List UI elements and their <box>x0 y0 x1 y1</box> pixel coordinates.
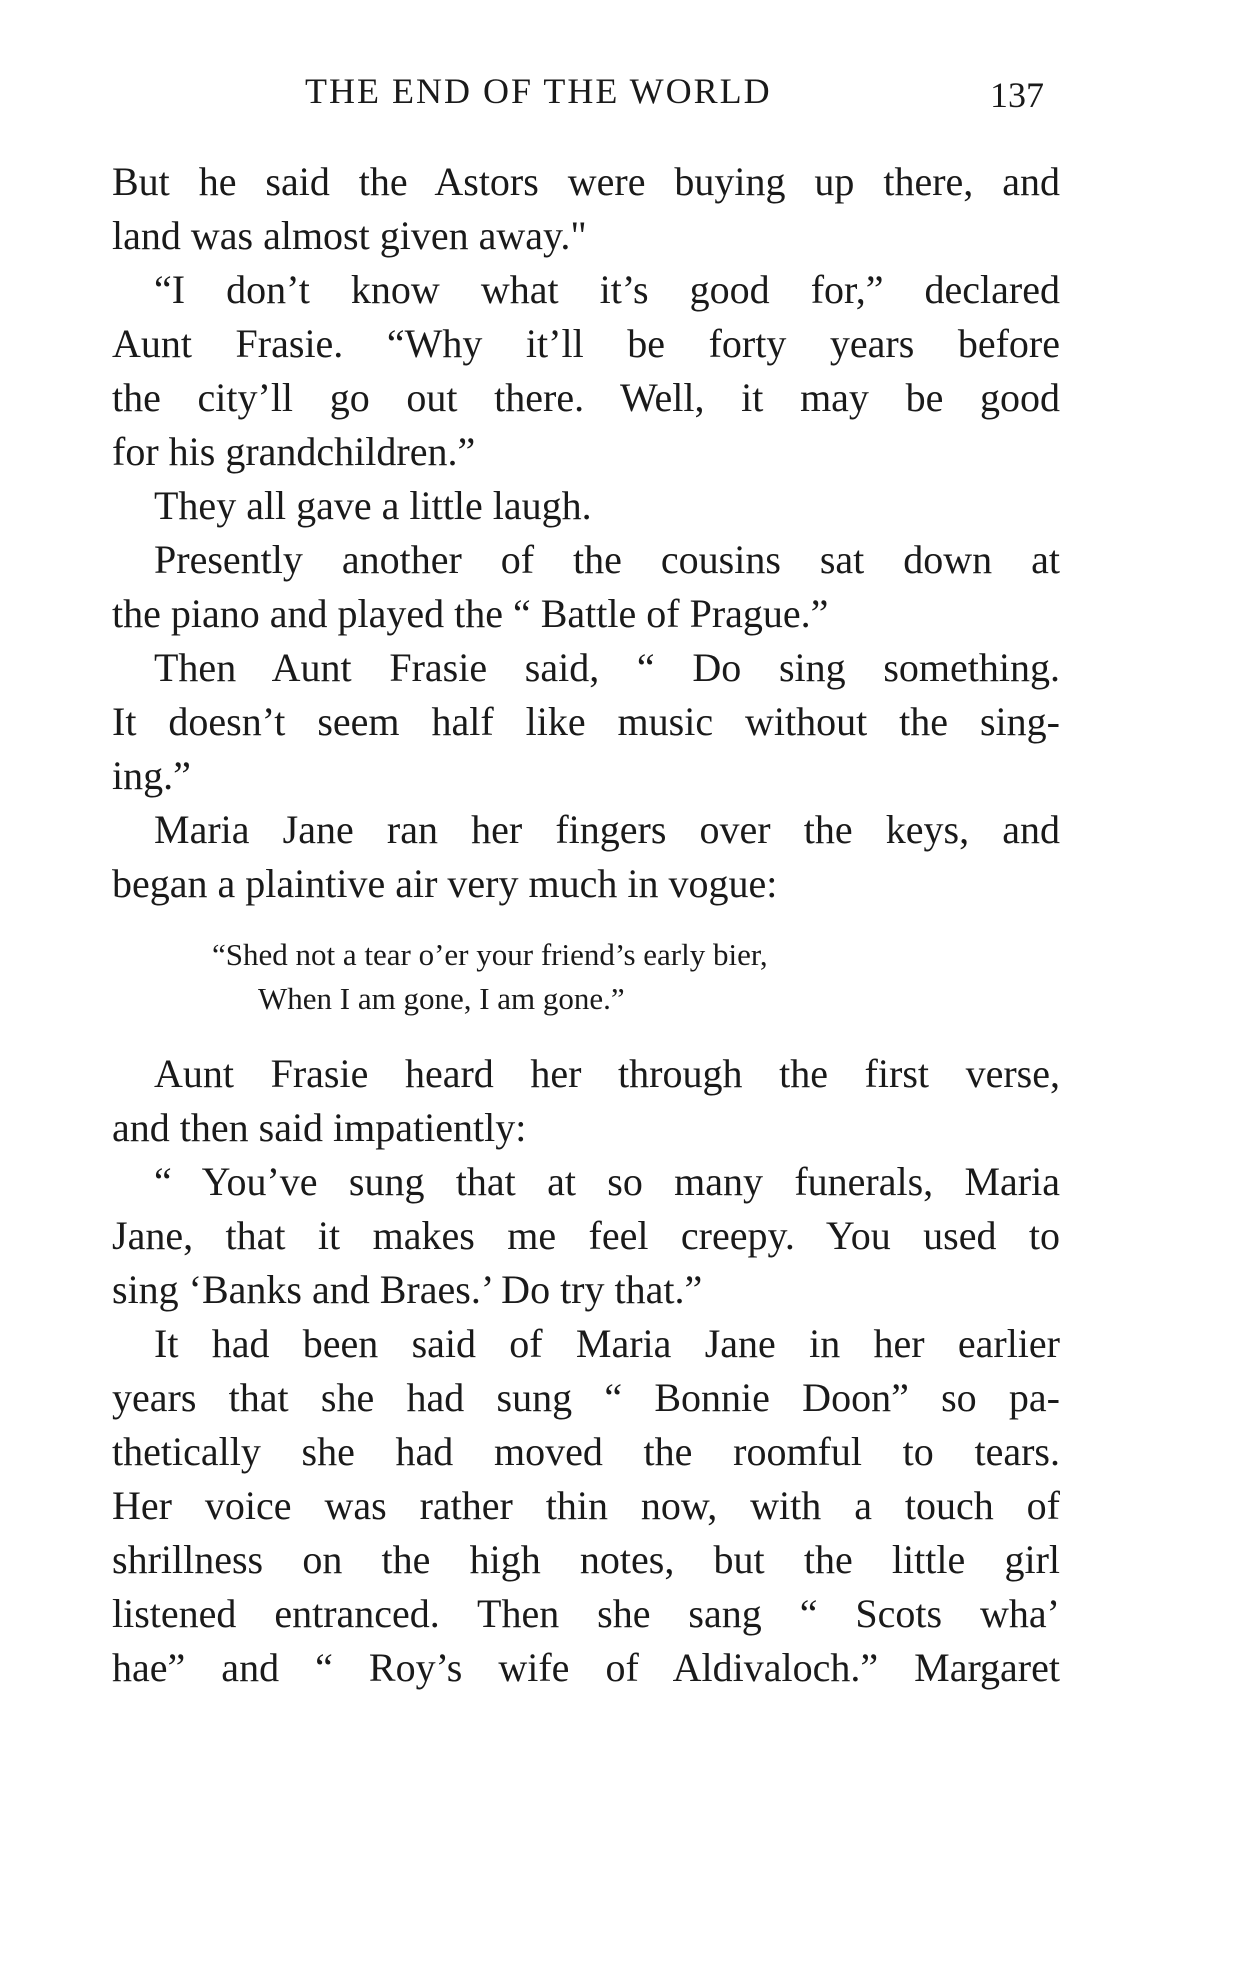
text-line: “I don’t know what it’s good for,” declared <box>154 267 1060 312</box>
text-line: for his grandchildren.” <box>112 429 476 474</box>
text-line: It doesn’t seem half like music without the sing- <box>112 699 1060 744</box>
text-line: the city’ll go out there. Well, it may be good <box>112 375 1060 420</box>
song-verse <box>112 933 1060 1021</box>
running-title: THE END OF THE WORLD <box>305 71 772 111</box>
page-number: 137 <box>990 75 1044 115</box>
text-line: thetically she had moved the roomful to tears. <box>112 1429 1060 1474</box>
text-line: sing ‘Banks and Braes.’ Do try that.” <box>112 1267 703 1312</box>
text-line: hae” and “ Roy’s wife of Aldivaloch.” Margaret <box>112 1645 1060 1690</box>
text-line: It had been said of Maria Jane in her earlier <box>154 1321 1060 1366</box>
text-line: listened entranced. Then she sang “ Scots wha’ <box>112 1591 1060 1636</box>
text-line: Then Aunt Frasie said, “ Do sing something. <box>154 645 1060 690</box>
text-line: Maria Jane ran her fingers over the keys, and <box>154 807 1060 852</box>
text-line: the piano and played the “ Battle of Prague.” <box>112 591 829 636</box>
text-line: ing.” <box>112 753 191 798</box>
text-line: shrillness on the high notes, but the little girl <box>112 1537 1060 1582</box>
paragraph-4 <box>112 533 1060 641</box>
page-header <box>0 66 1242 116</box>
paragraph-3 <box>112 479 1060 533</box>
text-line: “ You’ve sung that at so many funerals, Maria <box>154 1159 1060 1204</box>
paragraph-6 <box>112 803 1060 911</box>
paragraph-8 <box>112 1155 1060 1317</box>
paragraph-9 <box>112 1317 1060 1695</box>
text-line: Presently another of the cousins sat down at <box>154 537 1060 582</box>
paragraph-7 <box>112 1047 1060 1155</box>
text-line: Her voice was rather thin now, with a touch of <box>112 1483 1060 1528</box>
text-line: Aunt Frasie. “Why it’ll be forty years before <box>112 321 1060 366</box>
text-line: years that she had sung “ Bonnie Doon” so pa- <box>112 1375 1060 1420</box>
paragraph-1 <box>112 155 1060 263</box>
verse-line: “Shed not a tear o’er your friend’s early bier, <box>212 937 768 972</box>
text-line: Jane, that it makes me feel creepy. You used to <box>112 1213 1060 1258</box>
paragraph-5 <box>112 641 1060 803</box>
paragraph-2 <box>112 263 1060 479</box>
body-text <box>112 155 1060 1695</box>
text-line: began a plaintive air very much in vogue: <box>112 861 778 906</box>
verse-line: When I am gone, I am gone.” <box>258 981 625 1016</box>
text-line: But he said the Astors were buying up there, and <box>112 159 1060 204</box>
text-line: They all gave a little laugh. <box>154 483 592 528</box>
text-line: and then said impatiently: <box>112 1105 527 1150</box>
text-line: Aunt Frasie heard her through the first verse, <box>154 1051 1060 1096</box>
text-line: land was almost given away." <box>112 213 587 258</box>
